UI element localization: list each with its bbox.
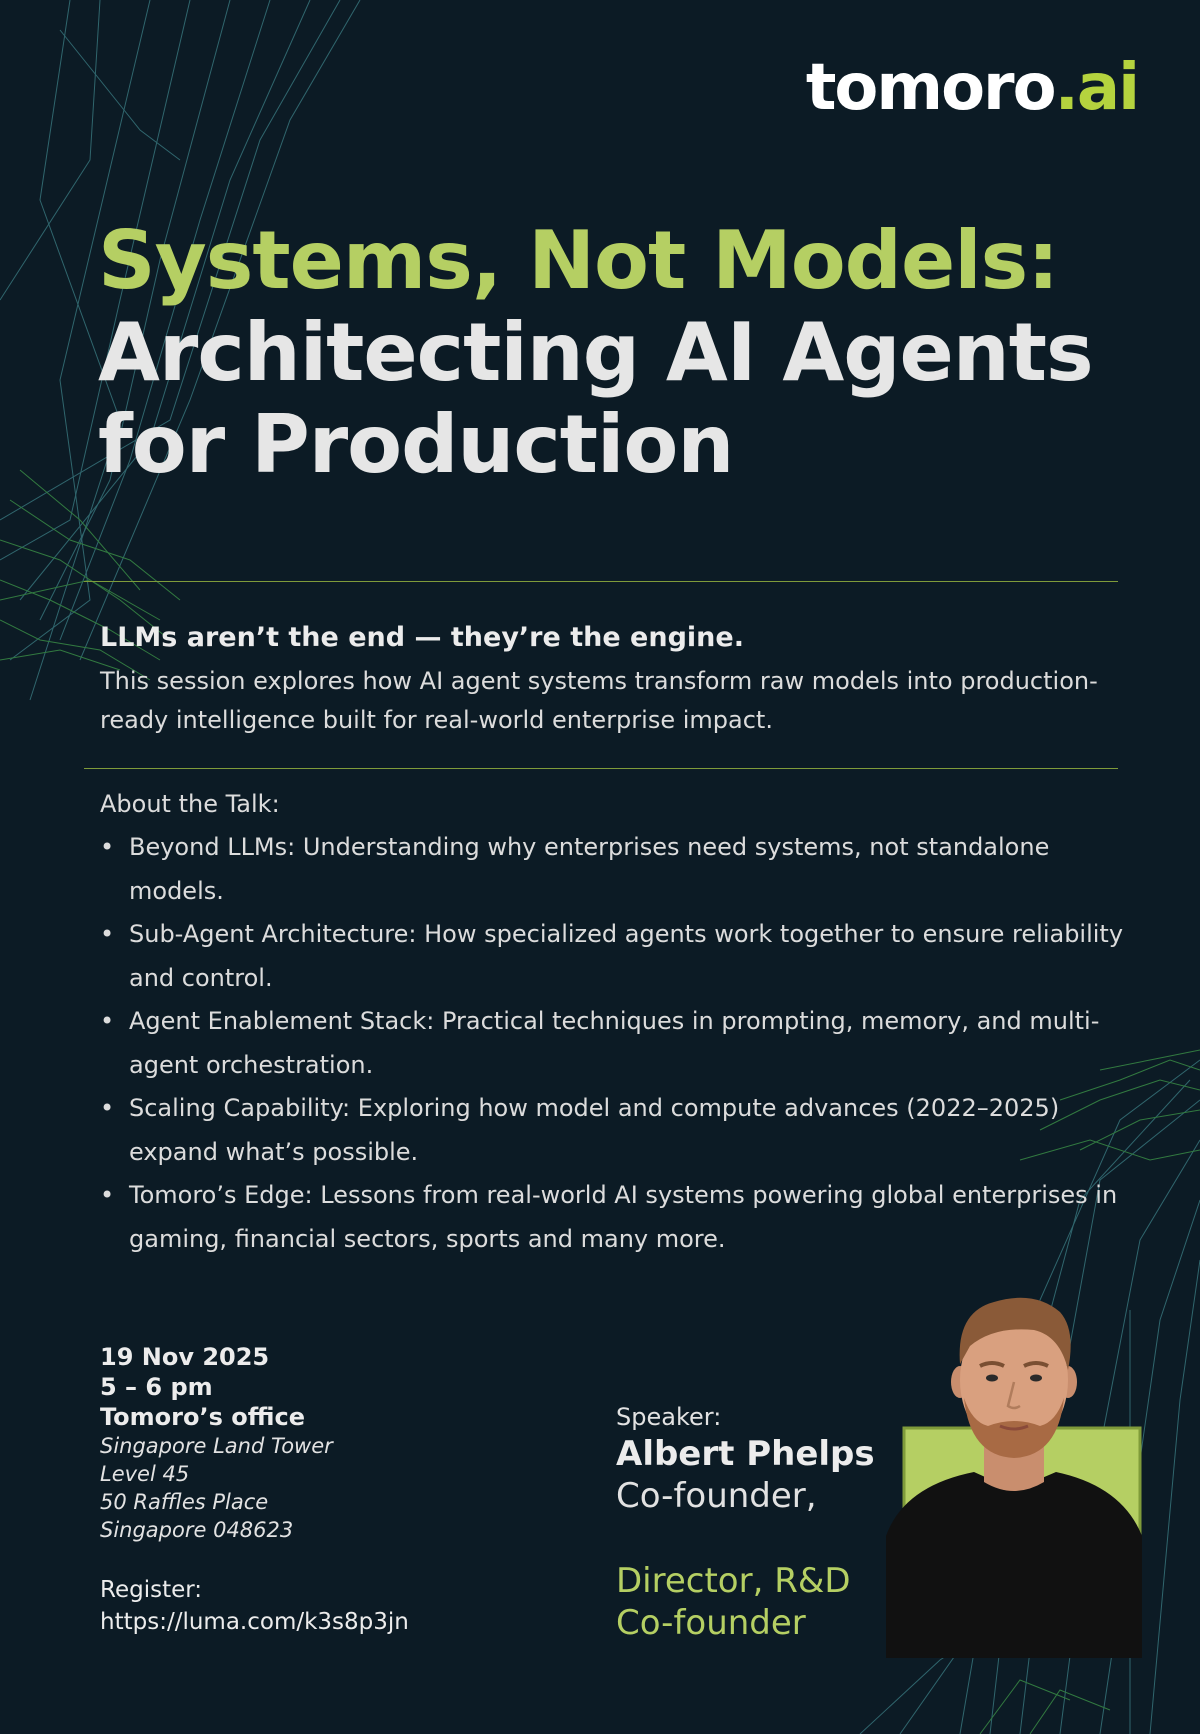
topic-line: Sub-Agent Architecture: How specialized agents work together to ensure reliability <box>129 920 1124 948</box>
page-title <box>98 215 1138 491</box>
list-item <box>100 1087 1130 1174</box>
speaker-title: Director, R&D <box>616 1561 851 1601</box>
lead-body <box>100 662 1100 740</box>
divider-middle <box>84 768 1118 769</box>
register-link[interactable]: https://luma.com/k3s8p3jn <box>100 1609 409 1635</box>
bullet-icon: • <box>100 1181 115 1209</box>
event-venue: Tomoro’s office <box>100 1403 306 1431</box>
lead-body-line: This session explores how AI agent systems transform raw models into production- <box>100 667 1098 695</box>
talk-topics-list <box>100 826 1130 1261</box>
list-item <box>100 1000 1130 1087</box>
topic-line: agent orchestration. <box>129 1050 374 1079</box>
event-details <box>100 1342 409 1638</box>
list-item <box>100 826 1130 913</box>
speaker-photo <box>884 1286 1144 1658</box>
speaker-name: Albert Phelps <box>616 1434 875 1474</box>
register-label: Register: <box>100 1577 203 1603</box>
speaker-title-2: Co-founder <box>616 1603 806 1643</box>
topic-line: models. <box>129 876 224 905</box>
address-line: Singapore Land Tower <box>100 1434 333 1458</box>
topic-line: Beyond LLMs: Understanding why enterprises need systems, not standalone <box>129 833 1050 861</box>
bullet-icon: • <box>100 833 115 861</box>
title-line-2: Architecting AI Agents <box>98 306 1093 399</box>
logo-text-accent: .ai <box>1054 51 1138 125</box>
topic-line: expand what’s possible. <box>129 1137 419 1166</box>
list-item <box>100 913 1130 1000</box>
lead-headline: LLMs aren’t the end — they’re the engine. <box>100 622 744 653</box>
address-line: 50 Raffles Place <box>100 1490 269 1514</box>
about-heading: About the Talk: <box>100 790 280 818</box>
address-line: Level 45 <box>100 1462 190 1486</box>
tomoro-logo <box>805 51 1138 125</box>
title-line-3: for Production <box>98 398 734 491</box>
speaker-info <box>616 1402 875 1644</box>
topic-line: gaming, financial sectors, sports and many more. <box>129 1224 726 1253</box>
topic-line: Agent Enablement Stack: Practical techniques in prompting, memory, and multi- <box>129 1007 1100 1035</box>
divider-top <box>84 581 1118 582</box>
event-time: 5 – 6 pm <box>100 1373 213 1401</box>
bullet-icon: • <box>100 920 115 948</box>
lead-body-line: ready intelligence built for real-world enterprise impact. <box>100 706 773 734</box>
speaker-role: Co-founder, <box>616 1476 817 1516</box>
topic-line: and control. <box>129 963 273 992</box>
title-line-1: Systems, Not Models: <box>98 214 1059 307</box>
topic-line: Tomoro’s Edge: Lessons from real-world AI systems powering global enterprises in <box>129 1181 1118 1209</box>
topic-line: Scaling Capability: Exploring how model and compute advances (2022–2025) <box>129 1094 1060 1122</box>
event-date: 19 Nov 2025 <box>100 1343 270 1371</box>
speaker-label: Speaker: <box>616 1403 722 1431</box>
bullet-icon: • <box>100 1007 115 1035</box>
list-item <box>100 1174 1130 1261</box>
bullet-icon: • <box>100 1094 115 1122</box>
address-line: Singapore 048623 <box>100 1518 294 1542</box>
logo-text-main: tomoro <box>805 51 1055 125</box>
